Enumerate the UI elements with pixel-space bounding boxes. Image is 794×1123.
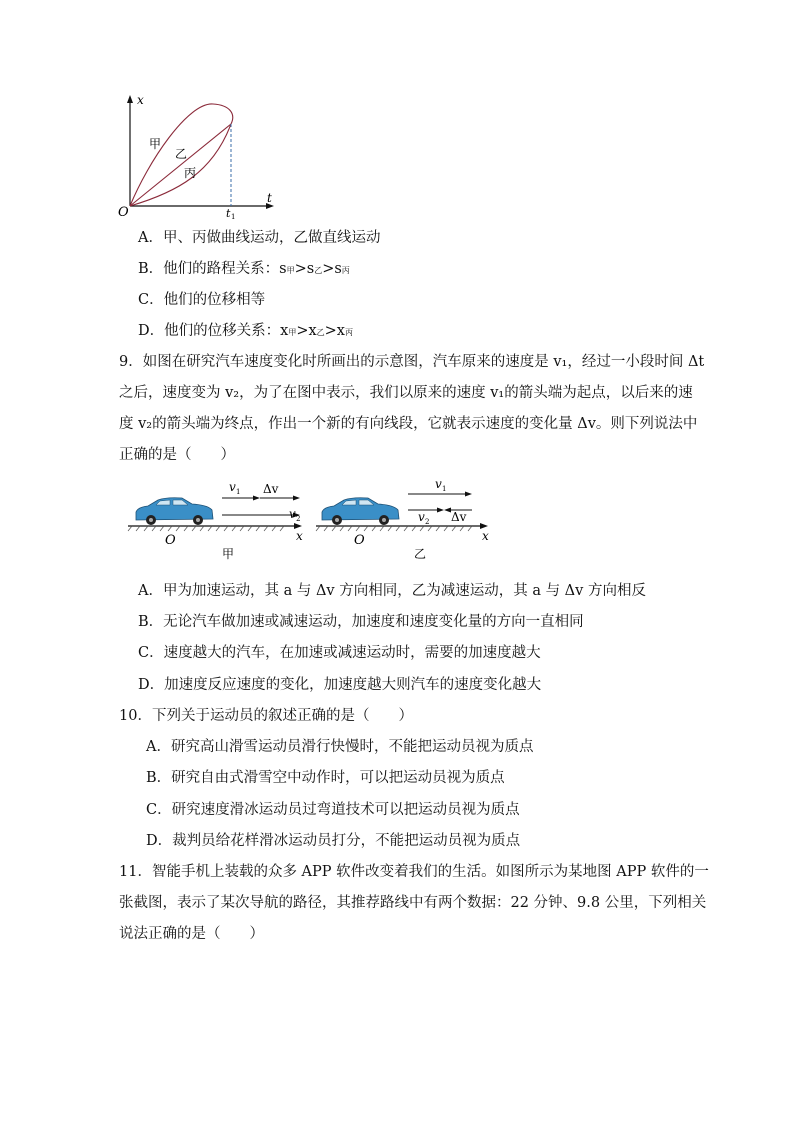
- curve-jia-label: 甲: [149, 137, 162, 151]
- origin-right: O: [354, 533, 365, 548]
- line-yi-label: 乙: [175, 147, 188, 161]
- origin-left: O: [165, 533, 176, 548]
- v1-sub-right: 1: [442, 485, 447, 493]
- q8-option-b-gt2: >s: [322, 261, 342, 277]
- q8-option-b-text: B．他们的路程关系：s: [138, 261, 287, 277]
- dv-arrowhead-left: [293, 496, 300, 501]
- q8-option-b-sub1: 甲: [286, 266, 295, 275]
- v1-arrowhead-right: [465, 492, 472, 497]
- origin-label: O: [118, 205, 129, 220]
- q10-option-d: D．裁判员给花样滑冰运动员打分，不能把运动员视为质点: [146, 833, 521, 849]
- q11-stem-line3: 说法正确的是（ ）: [119, 926, 264, 942]
- figure-left: [128, 480, 303, 561]
- q8-option-a: A．甲、丙做曲线运动，乙做直线运动: [138, 230, 381, 246]
- v2-sub-right: 2: [425, 518, 430, 526]
- v2-label-left: v: [289, 507, 296, 521]
- q10-option-b: B．研究自由式滑雪空中动作时，可以把运动员视为质点: [146, 770, 505, 786]
- v2-label-right: v: [418, 510, 425, 524]
- dv-arrowhead-right: [444, 508, 451, 513]
- q8-option-b-gt1: >s: [294, 261, 315, 277]
- dv-label-left: Δv: [263, 482, 279, 496]
- q10-option-c: C．研究速度滑冰运动员过弯道技术可以把运动员视为质点: [146, 802, 520, 818]
- axis-label-right: x: [482, 529, 489, 543]
- car-velocity-figure: [126, 474, 502, 564]
- q9-option-d: D．加速度反应速度的变化，加速度越大则汽车的速度变化越大: [138, 677, 542, 693]
- q9-stem-line4: 正确的是（ ）: [119, 447, 235, 463]
- q11-stem-line1: 11．智能手机上装载的众多 APP 软件改变着我们的生活。如图所示为某地图 APP 软件的一: [119, 864, 709, 880]
- car-left-icon: [136, 498, 213, 525]
- q8-option-b: [138, 259, 350, 281]
- q9-stem-line1: 9．如图在研究汽车速度变化时所画出的示意图，汽车原来的速度是 v₁，经过一小段时间 Δt: [119, 354, 705, 370]
- q8-option-d-sub1: 甲: [288, 328, 297, 337]
- x-axis-arrow: [127, 95, 133, 103]
- hatch-left: [128, 526, 284, 531]
- q11-stem-line2: 张截图，表示了某次导航的路径，其推荐路线中有两个数据：22 分钟、9.8 公里，下列相关: [119, 895, 707, 911]
- q9-option-b: B．无论汽车做加速或减速运动，加速度和速度变化量的方向一直相同: [138, 614, 584, 630]
- q9-stem-line3: 度 v₂的箭头端为终点，作出一个新的有向线段，它就表示速度的变化量 Δv。则下列说法中: [119, 416, 698, 432]
- q9-option-a: A．甲为加速运动，其 a 与 Δv 方向相同，乙为减速运动，其 a 与 Δv 方向相反: [138, 583, 646, 599]
- q8-option-d-sub2: 乙: [316, 328, 325, 337]
- q10-option-a: A．研究高山滑雪运动员滑行快慢时，不能把运动员视为质点: [146, 739, 534, 755]
- q10-stem: 10．下列关于运动员的叙述正确的是（ ）: [119, 708, 413, 724]
- q8-option-b-sub3: 丙: [341, 266, 350, 275]
- t-axis-label: t: [267, 191, 272, 205]
- xt-graph: [118, 92, 278, 220]
- curve-bing-label: 丙: [184, 166, 197, 180]
- q9-option-c: C．速度越大的汽车，在加速或减速运动时，需要的加速度越大: [138, 645, 541, 661]
- v2-arrowhead-right: [437, 508, 444, 513]
- q8-option-b-sub2: 乙: [314, 266, 323, 275]
- t1-label: t: [226, 207, 231, 220]
- q8-option-d-gt2: >x: [324, 323, 345, 339]
- figure-label-jia: 甲: [222, 547, 235, 561]
- v1-label-right: v: [435, 477, 442, 491]
- q8-option-d: [138, 321, 353, 343]
- t1-subscript: 1: [231, 213, 236, 220]
- dv-label-right: Δv: [451, 510, 467, 524]
- q8-option-d-sub3: 丙: [344, 328, 353, 337]
- axis-label-left: x: [296, 529, 303, 543]
- q8-option-d-text: D．他们的位移关系：x: [138, 323, 289, 339]
- v2-sub-left: 2: [296, 515, 301, 523]
- car-right-icon: [322, 498, 399, 525]
- q9-stem-line2: 之后，速度变为 v₂，为了在图中表示，我们以原来的速度 v₁的箭头端为起点，以后来的速: [119, 385, 693, 401]
- line-yi: [130, 124, 231, 206]
- figure-right: [316, 477, 489, 561]
- v1-label-left: v: [229, 480, 236, 494]
- v1-sub-left: 1: [236, 488, 241, 496]
- x-axis-label: x: [137, 93, 144, 107]
- q8-option-d-gt1: >x: [296, 323, 317, 339]
- hatch-right: [316, 526, 472, 531]
- figure-label-yi: 乙: [414, 547, 427, 561]
- q8-option-c: C．他们的位移相等: [138, 292, 266, 308]
- v1-arrowhead-left: [253, 496, 260, 501]
